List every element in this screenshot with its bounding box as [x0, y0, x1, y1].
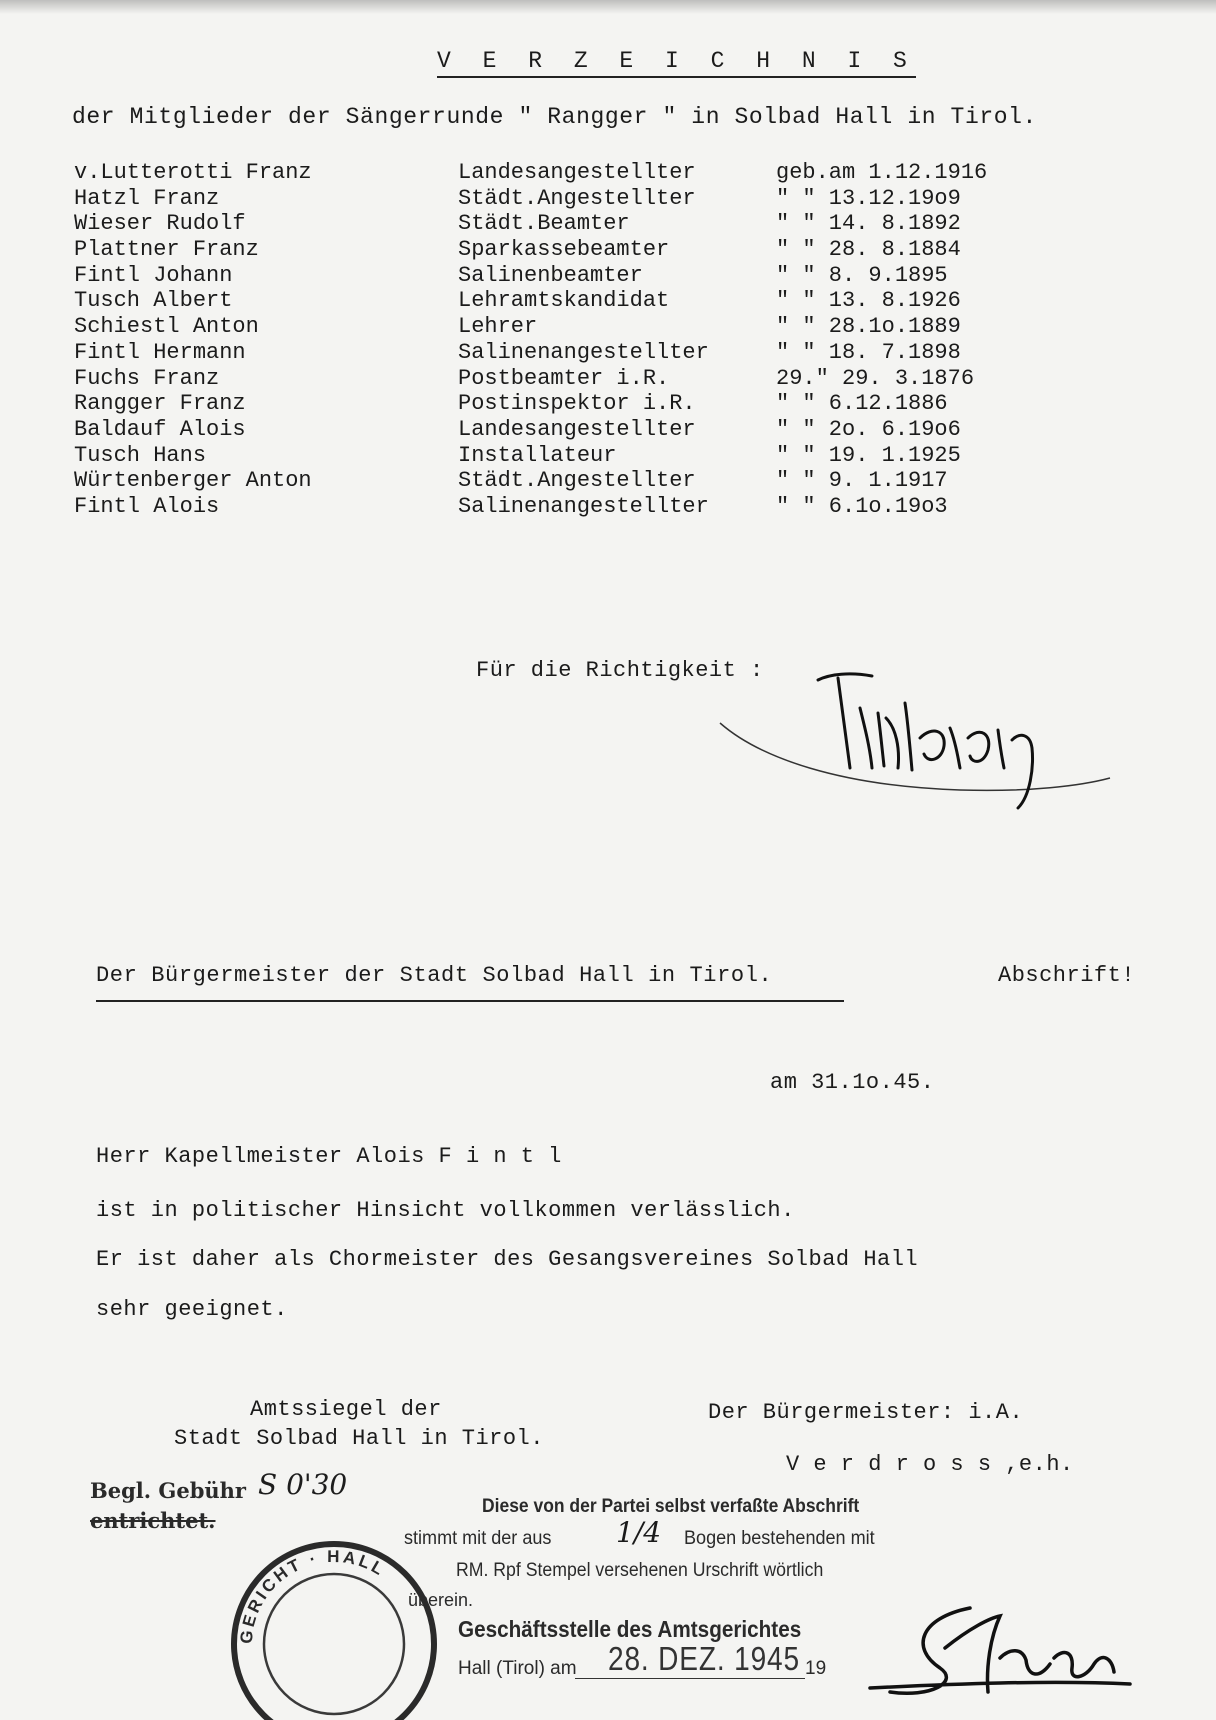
court-office-name: Geschäftsstelle des Amtsgerichtes [458, 1616, 802, 1642]
court-seal-stamp [222, 1532, 452, 1720]
member-name: Wieser Rudolf [74, 211, 246, 237]
member-occupation: Salinenbeamter [458, 262, 643, 288]
seal-caption-line1: Amtssiegel der [250, 1397, 442, 1422]
document-title: V E R Z E I C H N I S [437, 48, 916, 78]
member-occupation: Salinenangestellter [458, 493, 709, 519]
clerk-signature [850, 1588, 1150, 1708]
member-occupation: Salinenangestellter [458, 339, 709, 365]
member-occupation: Postinspektor i.R. [458, 391, 696, 417]
svg-text:GERICHT · HALL [237, 1547, 389, 1645]
copy-mark: Abschrift! [998, 963, 1136, 988]
certification-line3: RM. Rpf Stempel versehenen Urschrift wörtlich [456, 1560, 824, 1581]
certification-line1: Diese von der Partei selbst verfaßte Abschrift [482, 1496, 860, 1517]
member-name: Fintl Alois [74, 493, 220, 519]
letter-line: Er ist daher als Chormeister des Gesangsvereines Solbad Hall [96, 1247, 919, 1272]
certification-line2a: stimmt mit der aus [404, 1528, 552, 1549]
member-birthdate: " " 6.1o.19o3 [776, 493, 948, 519]
member-name: Würtenberger Anton [74, 468, 312, 494]
letter-date: am 31.1o.45. [770, 1070, 935, 1095]
member-occupation: Städt.Angestellter [458, 185, 696, 211]
fee-label: Begl. Gebühr [90, 1478, 246, 1503]
member-birthdate: " " 14. 8.1892 [776, 211, 961, 237]
date-stamp: 28. DEZ. 1945 [608, 1640, 800, 1677]
member-birthdate: " " 8. 9.1895 [776, 262, 948, 288]
sheet-count: 1/4 [616, 1516, 662, 1549]
fee-paid-label: entrichtet. [90, 1508, 216, 1533]
scan-edge-shadow [0, 0, 1216, 14]
letter-line: sehr geeignet. [96, 1297, 288, 1322]
member-birthdate: " " 13.12.19o9 [776, 185, 961, 211]
member-name: Plattner Franz [74, 237, 259, 263]
attestation-label: Für die Richtigkeit : [476, 658, 764, 683]
signature-fintl-alois [700, 668, 1120, 818]
member-occupation: Landesangestellter [458, 160, 696, 185]
member-name: Tusch Albert [74, 288, 233, 314]
member-name: Baldauf Alois [74, 416, 246, 442]
member-occupation: Lehramtskandidat [458, 288, 670, 314]
member-name: Tusch Hans [74, 442, 207, 468]
member-occupation: Installateur [458, 442, 617, 468]
member-name: Fintl Johann [74, 262, 233, 288]
member-birthdate: " " 2o. 6.19o6 [776, 416, 961, 442]
member-birthdate: " " 6.12.1886 [776, 391, 948, 417]
certification-line2b: Bogen bestehenden mit [684, 1528, 875, 1549]
member-name: Schiestl Anton [74, 314, 259, 340]
letter-line: Herr Kapellmeister Alois F i n t l [96, 1144, 562, 1169]
member-birthdate: geb.am 1.12.1916 [776, 160, 988, 185]
member-birthdate: " " 13. 8.1926 [776, 288, 961, 314]
member-occupation: Städt.Beamter [458, 211, 630, 237]
member-occupation: Landesangestellter [458, 416, 696, 442]
member-occupation: Postbeamter i.R. [458, 365, 670, 391]
document-subtitle: der Mitglieder der Sängerrunde " Rangger " in Solbad Hall in Tirol. [72, 104, 1037, 130]
date-underline [575, 1678, 805, 1679]
member-name: v.Lutterotti Franz [74, 160, 312, 185]
member-name: Fintl Hermann [74, 339, 246, 365]
certification-place: Hall (Tirol) am [458, 1658, 577, 1679]
member-name: Rangger Franz [74, 391, 246, 417]
member-birthdate: " " 19. 1.1925 [776, 442, 961, 468]
member-birthdate: " " 28. 8.1884 [776, 237, 961, 263]
seal-caption-line2: Stadt Solbad Hall in Tirol. [174, 1426, 544, 1451]
member-occupation: Sparkassebeamter [458, 237, 670, 263]
seal-text: GERICHT · HALL [236, 1546, 390, 1645]
member-name: Fuchs Franz [74, 365, 220, 391]
year-prefix: 19 [805, 1658, 827, 1679]
member-occupation: Städt.Angestellter [458, 468, 696, 494]
mayor-name: V e r d r o s s ,e.h. [786, 1452, 1074, 1477]
fee-amount: S 0'30 [258, 1468, 348, 1501]
letter-heading: Der Bürgermeister der Stadt Solbad Hall in Tirol. [96, 963, 844, 1002]
mayor-label: Der Bürgermeister: i.A. [708, 1400, 1024, 1425]
letter-line: ist in politischer Hinsicht vollkommen verlässlich. [96, 1198, 795, 1223]
certification-line4: überein. [408, 1590, 474, 1610]
member-birthdate: " " 9. 1.1917 [776, 468, 948, 494]
member-birthdate: 29." 29. 3.1876 [776, 365, 975, 391]
member-occupation: Lehrer [458, 314, 538, 340]
member-birthdate: " " 28.1o.1889 [776, 314, 961, 340]
member-birthdate: " " 18. 7.1898 [776, 339, 961, 365]
member-name: Hatzl Franz [74, 185, 220, 211]
